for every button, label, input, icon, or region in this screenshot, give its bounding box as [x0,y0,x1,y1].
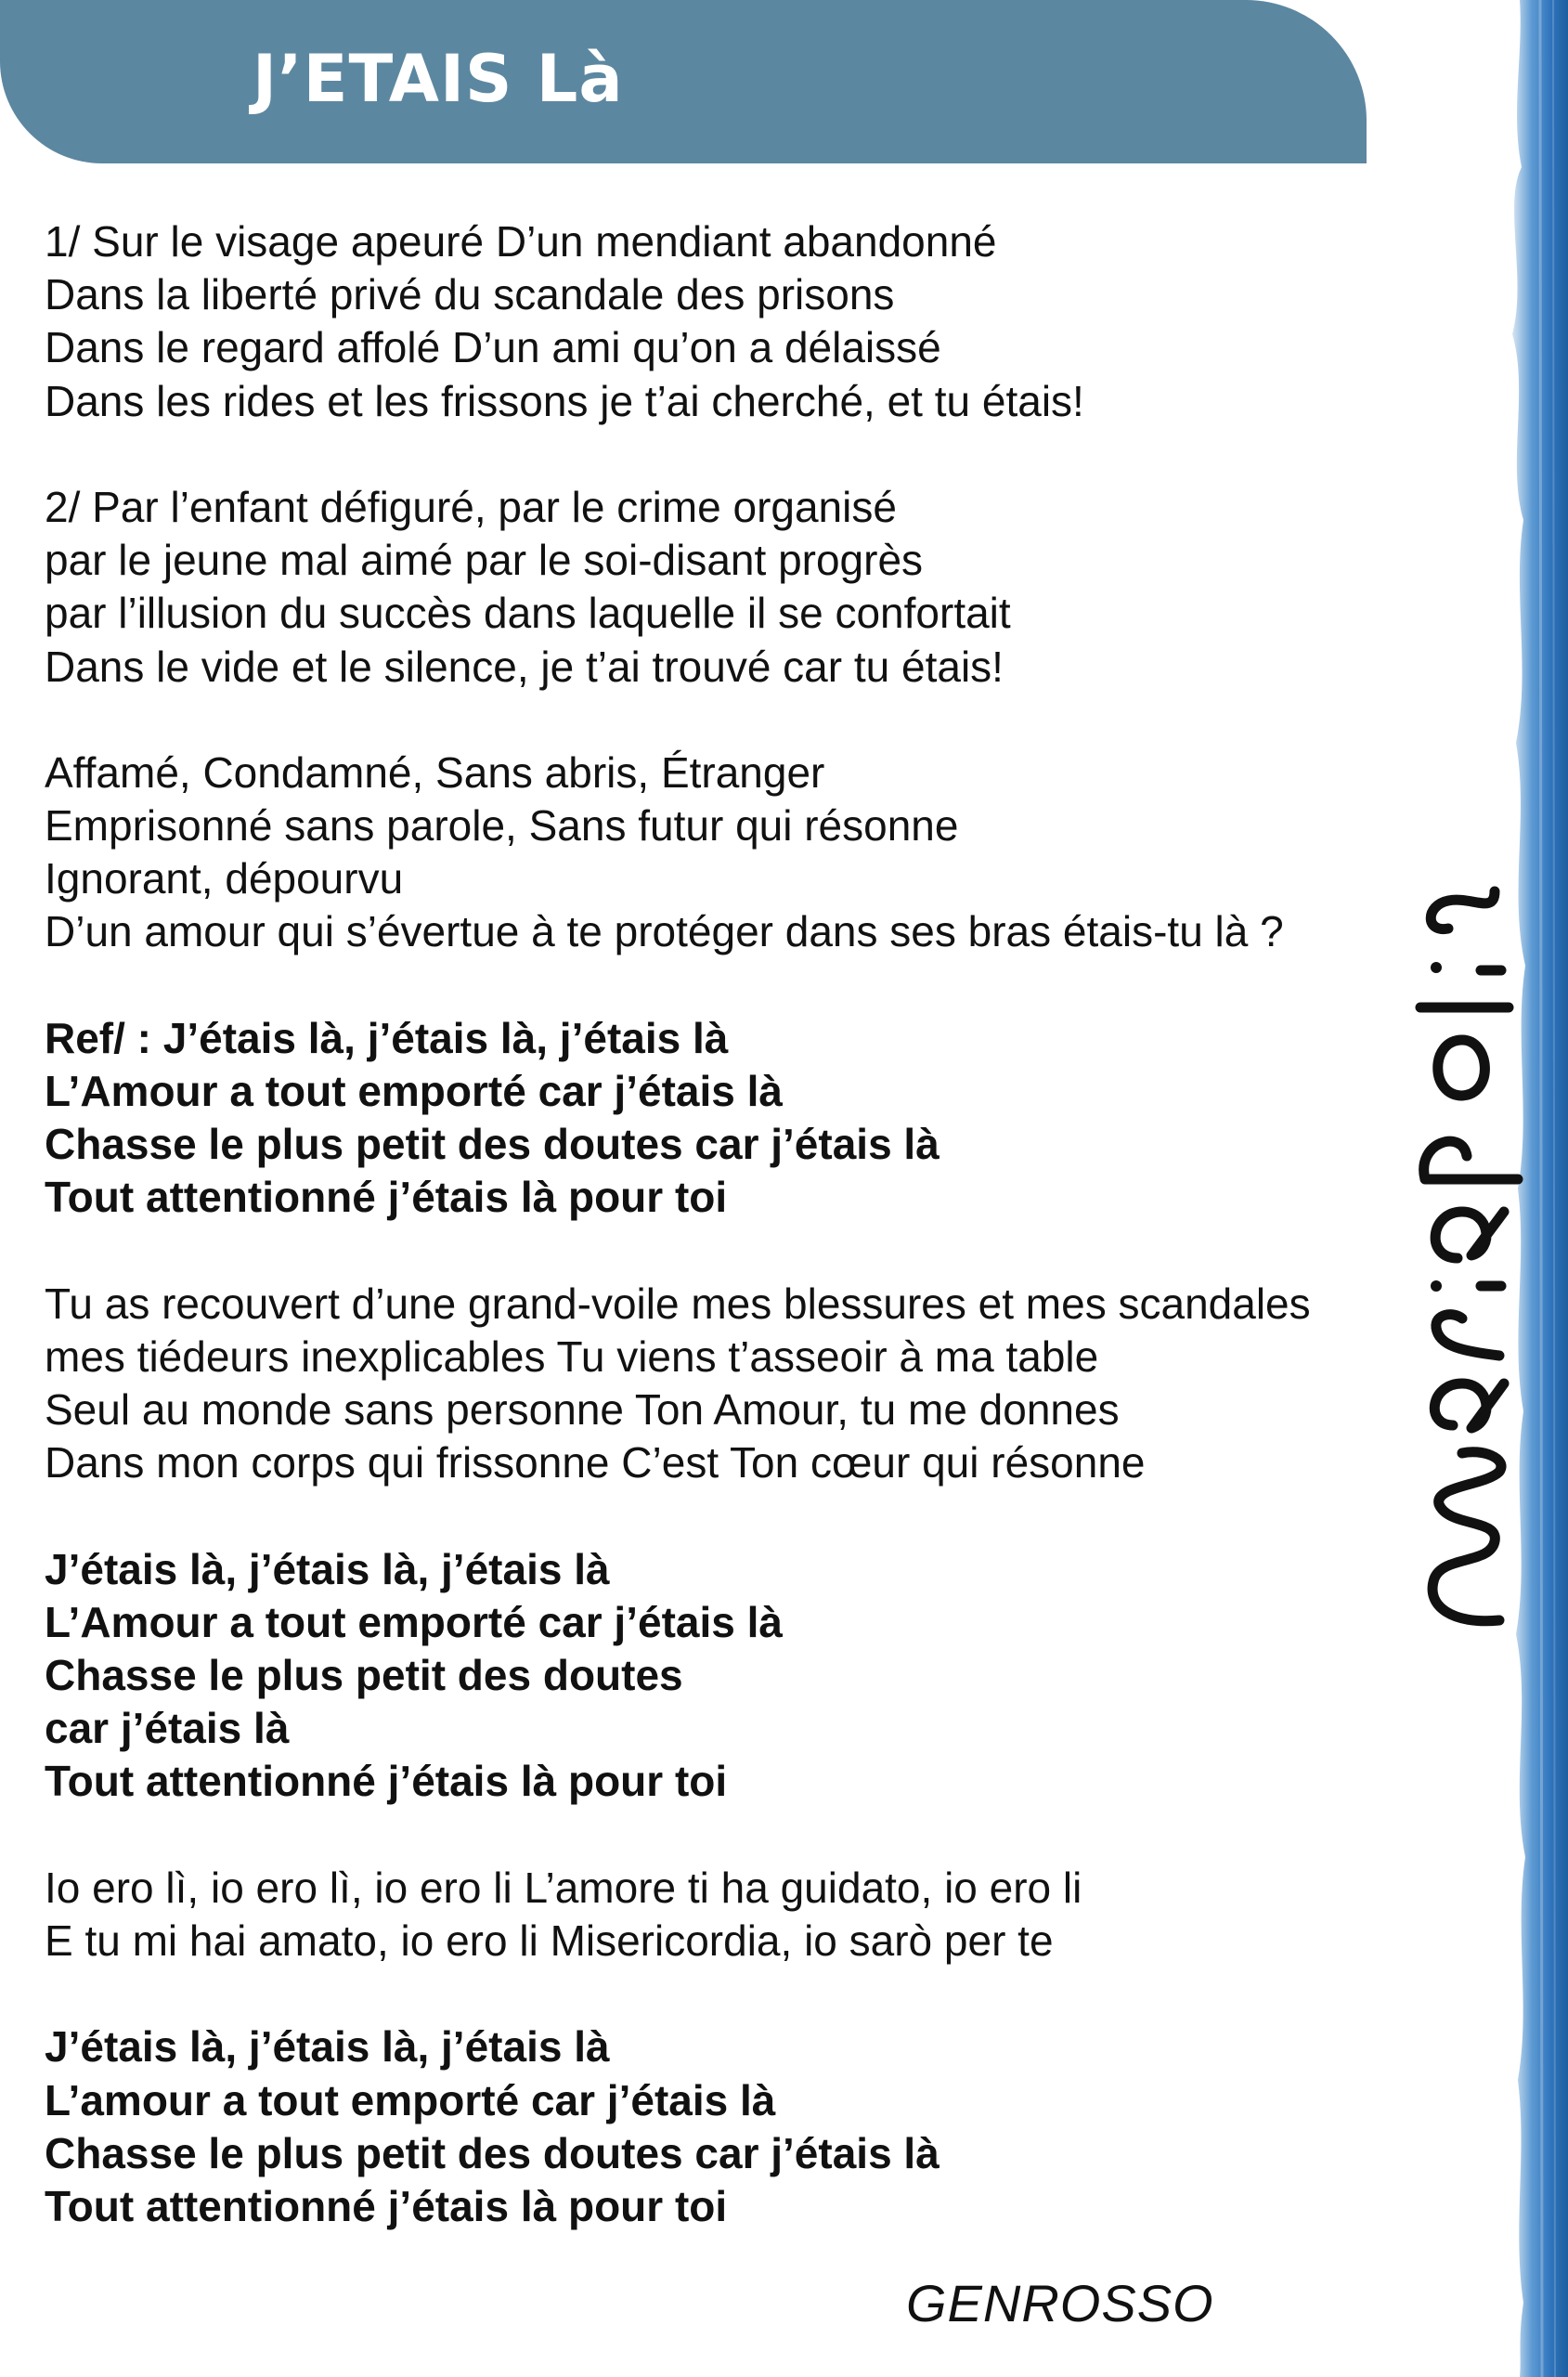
lyric-line: mes tiédeurs inexplicables Tu viens t’asseoir à ma table [45,1331,1099,1381]
refrain-line: Ref/ : J’étais là, j’étais là, j’étais là [45,1013,729,1062]
lyric-line: Emprisonné sans parole, Sans futur qui résonne [45,801,959,851]
lyric-line: Dans le regard affolé D’un ami qu’on a délaissé [45,323,941,372]
refrain-line: Tout attentionné j’étais là pour toi [45,1173,728,1222]
refrain-line: L’amour a tout emporté car j’étais là [45,2075,776,2124]
lyric-line: E tu mi hai amato, io ero li Misericordia, io sarò per te [45,1916,1054,1965]
lyric-line: 2/ Par l’enfant défiguré, par le crime organisé [45,482,897,531]
lyric-line: Io ero lì, io ero lì, io ero li L’amore ti ha guidato, io ero li [45,1863,1082,1912]
lyric-line: Ignorant, dépourvu [45,854,404,903]
stanza-gap [45,1809,1493,1862]
refrain-line: L’Amour a tout emporté car j’étais là [45,1067,783,1115]
stanza-2 [45,481,1493,694]
lyric-line: D’un amour qui s’évertue à te protéger dans ses bras étais-tu là ? [45,907,1284,956]
refrain-1 [45,1012,1493,1225]
refrain-line: L’Amour a tout emporté car j’étais là [45,1597,783,1646]
lyric-line: Dans le vide et le silence, je t’ai trouvé car tu étais! [45,642,1004,691]
stanza-4 [45,1278,1493,1490]
mariapolis-signature [1397,743,1527,1634]
stanza-gap [45,1968,1493,2020]
stanza-gap [45,1490,1493,1543]
stanza-gap [45,1225,1493,1278]
lyric-line: Affamé, Condamné, Sans abris, Étranger [45,747,825,797]
lyric-line: Dans la liberté privé du scandale des prisons [45,270,895,319]
refrain-line: Chasse le plus petit des doutes car j’étais là [45,2128,940,2177]
lyric-line: par le jeune mal aimé par le soi-disant progrès [45,536,924,585]
header-band [0,0,1367,163]
lyric-line: Dans les rides et les frissons je t’ai cherché, et tu étais! [45,376,1084,425]
refrain-line: Tout attentionné j’étais là pour toi [45,2181,728,2230]
refrain-line: Chasse le plus petit des doutes car j’étais là [45,1120,940,1169]
lyrics [45,215,1493,2233]
lyric-line: Seul au monde sans personne Ton Amour, tu me donnes [45,1385,1120,1435]
refrain-line: car j’étais là [45,1704,290,1753]
refrain-3 [45,2020,1493,2233]
stanza-1 [45,215,1493,428]
song-title: J’ETAIS Là [253,41,624,117]
lyric-line: 1/ Sur le visage apeuré D’un mendiant abandonné [45,217,997,266]
lyric-line: par l’illusion du succès dans laquelle il se confortait [45,589,1011,638]
stanza-italian [45,1862,1493,1968]
refrain-line: J’étais là, j’étais là, j’étais là [45,2022,610,2072]
refrain-2 [45,1543,1493,1809]
stanza-gap [45,959,1493,1012]
stanza-gap [45,694,1493,747]
refrain-line: Tout attentionné j’étais là pour toi [45,1757,728,1806]
lyric-line: Tu as recouvert d’une grand-voile mes blessures et mes scandales [45,1279,1311,1328]
stanza-gap [45,428,1493,481]
refrain-line: J’étais là, j’étais là, j’étais là [45,1544,610,1593]
author-credit: GENROSSO [906,2274,1214,2332]
stanza-3 [45,747,1493,959]
refrain-line: Chasse le plus petit des doutes [45,1651,683,1700]
lyric-line: Dans mon corps qui frissonne C’est Ton cœur qui résonne [45,1438,1146,1487]
